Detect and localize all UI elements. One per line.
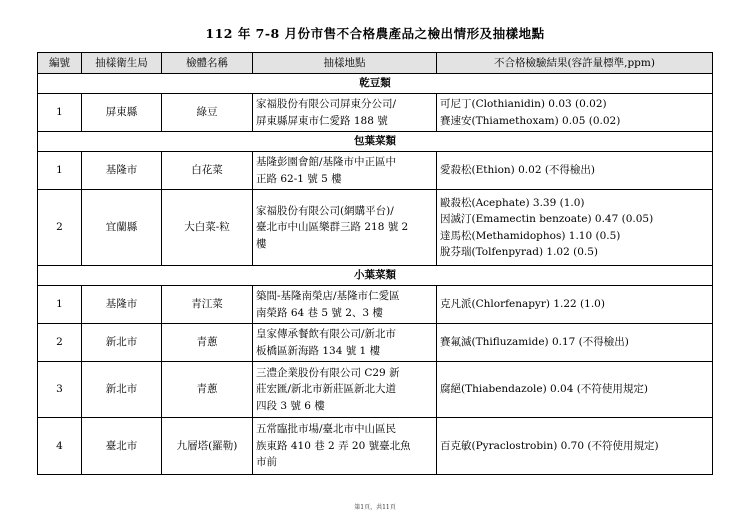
col-header-location: 抽樣地點 <box>253 53 437 74</box>
result-line: 可尼丁(Clothianidin) 0.03 (0.02) <box>440 98 607 110</box>
location-line: 莊宏匯/新北市新莊區新北大道 <box>256 383 397 396</box>
row-location <box>253 152 437 190</box>
location-line: 築間-基隆南榮店/基隆市仁愛區 <box>256 290 400 302</box>
category-row <box>38 266 713 286</box>
table-row <box>38 94 713 132</box>
row-location <box>253 190 437 266</box>
row-location <box>253 286 437 324</box>
col-header-sample: 檢體名稱 <box>162 53 253 74</box>
row-sample: 青蔥 <box>162 362 253 418</box>
location-line: 皇家傳承餐飲有限公司/新北市 <box>256 328 397 340</box>
row-number: 1 <box>38 286 82 324</box>
row-number: 4 <box>38 418 82 475</box>
category-label: 小葉菜類 <box>38 266 713 286</box>
row-location <box>253 418 437 475</box>
result-line: 百克敏(Pyraclostrobin) 0.70 (不符使用規定) <box>440 439 659 452</box>
row-sample: 白花菜 <box>162 152 253 190</box>
result-line: 愛殺松(Ethion) 0.02 (不得檢出) <box>440 164 596 177</box>
row-bureau: 臺北市 <box>82 418 162 475</box>
row-number: 3 <box>38 362 82 418</box>
page-footer: 第1頁，共11頁 <box>354 504 396 511</box>
row-results <box>437 418 713 475</box>
location-line: 屏東縣屏東市仁愛路 188 號 <box>256 114 388 127</box>
table-row <box>38 152 713 190</box>
result-line: 克凡派(Chlorfenapyr) 1.22 (1.0) <box>440 298 605 311</box>
category-label: 乾豆類 <box>38 74 713 94</box>
row-results <box>437 94 713 132</box>
result-line: 因滅汀(Emamectin benzoate) 0.47 (0.05) <box>440 213 654 225</box>
result-line: 毆殺松(Acephate) 3.39 (1.0) <box>440 196 585 209</box>
row-number: 2 <box>38 324 82 362</box>
row-location <box>253 362 437 418</box>
location-line: 四段 3 號 6 樓 <box>256 399 325 412</box>
location-line: 五常臨批市場/臺北市中山區民 <box>256 423 397 436</box>
row-location <box>253 324 437 362</box>
row-number: 1 <box>38 152 82 190</box>
table-row <box>38 362 713 418</box>
table-row <box>38 286 713 324</box>
category-row <box>38 132 713 152</box>
page-title: 112 年 7-8 月份市售不合格農產品之檢出情形及抽樣地點 <box>205 26 545 41</box>
row-number: 2 <box>38 190 82 266</box>
result-line: 賽速安(Thiamethoxam) 0.05 (0.02) <box>440 114 621 127</box>
row-number: 1 <box>38 94 82 132</box>
location-line: 三澧企業股份有限公司 C29 新 <box>256 366 400 379</box>
location-line: 基隆彭園會館/基隆市中正區中 <box>256 156 397 168</box>
category-label: 包葉菜類 <box>38 132 713 152</box>
result-line: 達馬松(Methamidophos) 1.10 (0.5) <box>440 229 621 242</box>
category-row <box>38 74 713 94</box>
row-bureau: 基隆市 <box>82 286 162 324</box>
location-line: 市前 <box>256 456 277 469</box>
col-header-result: 不合格檢驗結果(容許量標準,ppm) <box>437 53 713 74</box>
row-location <box>253 94 437 132</box>
row-sample: 青蔥 <box>162 324 253 362</box>
result-line: 賽氟滅(Thifluzamide) 0.17 (不得檢出) <box>440 336 629 349</box>
row-bureau: 新北市 <box>82 324 162 362</box>
row-sample: 青江菜 <box>162 286 253 324</box>
location-line: 板橋區新海路 134 號 1 樓 <box>256 344 381 357</box>
location-line: 正路 62-1 號 5 樓 <box>256 172 342 185</box>
row-results <box>437 324 713 362</box>
location-line: 臺北市中山區樂群三路 218 號 2 <box>256 221 409 234</box>
row-results <box>437 362 713 418</box>
results-table <box>37 52 713 475</box>
row-sample: 大白菜-粒 <box>162 190 253 266</box>
col-header-bureau: 抽樣衛生局 <box>82 53 162 74</box>
row-sample: 九層塔(羅勒) <box>162 418 253 475</box>
row-bureau: 基隆市 <box>82 152 162 190</box>
row-bureau: 屏東縣 <box>82 94 162 132</box>
table-body <box>38 74 713 475</box>
table-row <box>38 418 713 475</box>
location-line: 樓 <box>256 237 267 250</box>
row-bureau: 新北市 <box>82 362 162 418</box>
table-row <box>38 324 713 362</box>
col-header-no: 編號 <box>38 53 82 74</box>
header-row <box>38 53 713 74</box>
location-line: 家福股份有限公司(網購平台)/ <box>256 204 394 217</box>
row-results <box>437 190 713 266</box>
table-row <box>38 190 713 266</box>
row-sample: 綠豆 <box>162 94 253 132</box>
row-bureau: 宜蘭縣 <box>82 190 162 266</box>
result-line: 脫芬瑞(Tolfenpyrad) 1.02 (0.5) <box>440 246 599 258</box>
row-results <box>437 286 713 324</box>
row-results <box>437 152 713 190</box>
result-line: 腐絕(Thiabendazole) 0.04 (不符使用規定) <box>440 383 648 396</box>
location-line: 家福股份有限公司屏東分公司/ <box>256 98 397 110</box>
location-line: 南榮路 64 巷 5 號 2、3 樓 <box>256 306 383 319</box>
location-line: 族東路 410 巷 2 弄 20 號臺北魚 <box>256 439 411 452</box>
